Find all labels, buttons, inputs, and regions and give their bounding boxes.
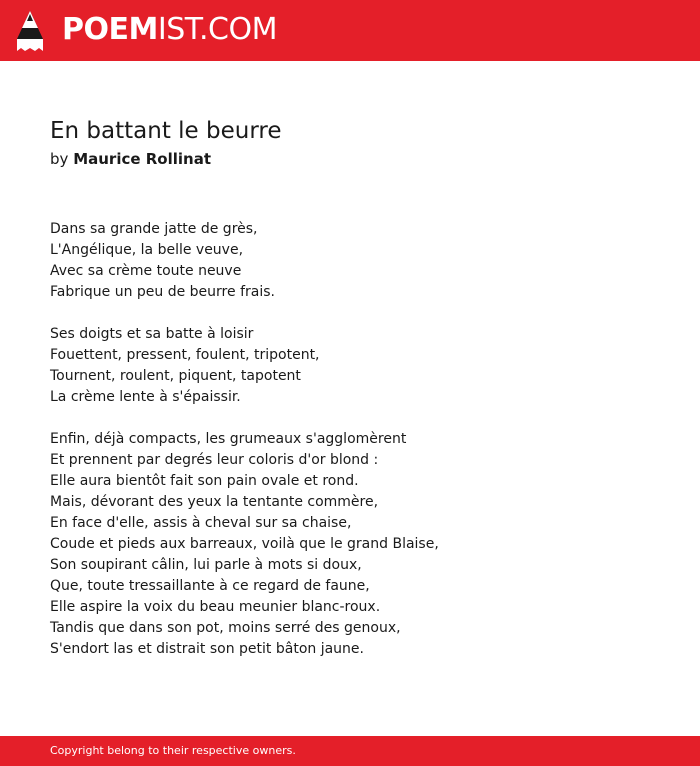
byline [50, 149, 211, 169]
poem-title: En battant le beurre [50, 118, 282, 144]
poem-line: Que, toute tressaillante à ce regard de faune, [50, 578, 370, 594]
poem-line: Tandis que dans son pot, moins serré des genoux, [50, 620, 401, 636]
pencil-tip-icon[interactable] [17, 11, 43, 51]
site-header [0, 0, 700, 61]
poem-line: La crème lente à s'épaissir. [50, 389, 241, 405]
site-logo[interactable] [62, 12, 277, 48]
poem-line: Avec sa crème toute neuve [50, 263, 242, 279]
poem-line: Coude et pieds aux barreaux, voilà que le grand Blaise, [50, 536, 439, 552]
by-label: by [50, 150, 69, 168]
author-name: Maurice Rollinat [73, 150, 211, 168]
poem-body [50, 219, 650, 681]
poem-line: L'Angélique, la belle veuve, [50, 242, 244, 258]
poem-line: Tournent, roulent, piquent, tapotent [50, 368, 301, 384]
poem-line: Fabrique un peu de beurre frais. [50, 284, 275, 300]
poem-line: Enfin, déjà compacts, les grumeaux s'agglomèrent [50, 431, 407, 447]
poem-line: Dans sa grande jatte de grès, [50, 221, 258, 237]
stanza-1 [50, 219, 650, 303]
poem-line: Elle aspire la voix du beau meunier blanc-roux. [50, 599, 381, 615]
poem-line: Elle aura bientôt fait son pain ovale et rond. [50, 473, 359, 489]
poem-line: Son soupirant câlin, lui parle à mots si doux, [50, 557, 362, 573]
poem-line: En face d'elle, assis à cheval sur sa chaise, [50, 515, 352, 531]
poem-line: Ses doigts et sa batte à loisir [50, 326, 254, 342]
copyright-notice: Copyright belong to their respective owners. [50, 744, 296, 757]
stanza-3 [50, 429, 650, 660]
stanza-2 [50, 324, 650, 408]
site-footer [0, 736, 700, 766]
logo-bold-text: POEM [62, 12, 158, 47]
poem-line: S'endort las et distrait son petit bâton jaune. [50, 641, 364, 657]
poem-line: Mais, dévorant des yeux la tentante commère, [50, 494, 379, 510]
poem-line: Et prennent par degrés leur coloris d'or blond : [50, 452, 379, 468]
poem-line: Fouettent, pressent, foulent, tripotent, [50, 347, 320, 363]
logo-light-text: IST.COM [157, 12, 277, 47]
